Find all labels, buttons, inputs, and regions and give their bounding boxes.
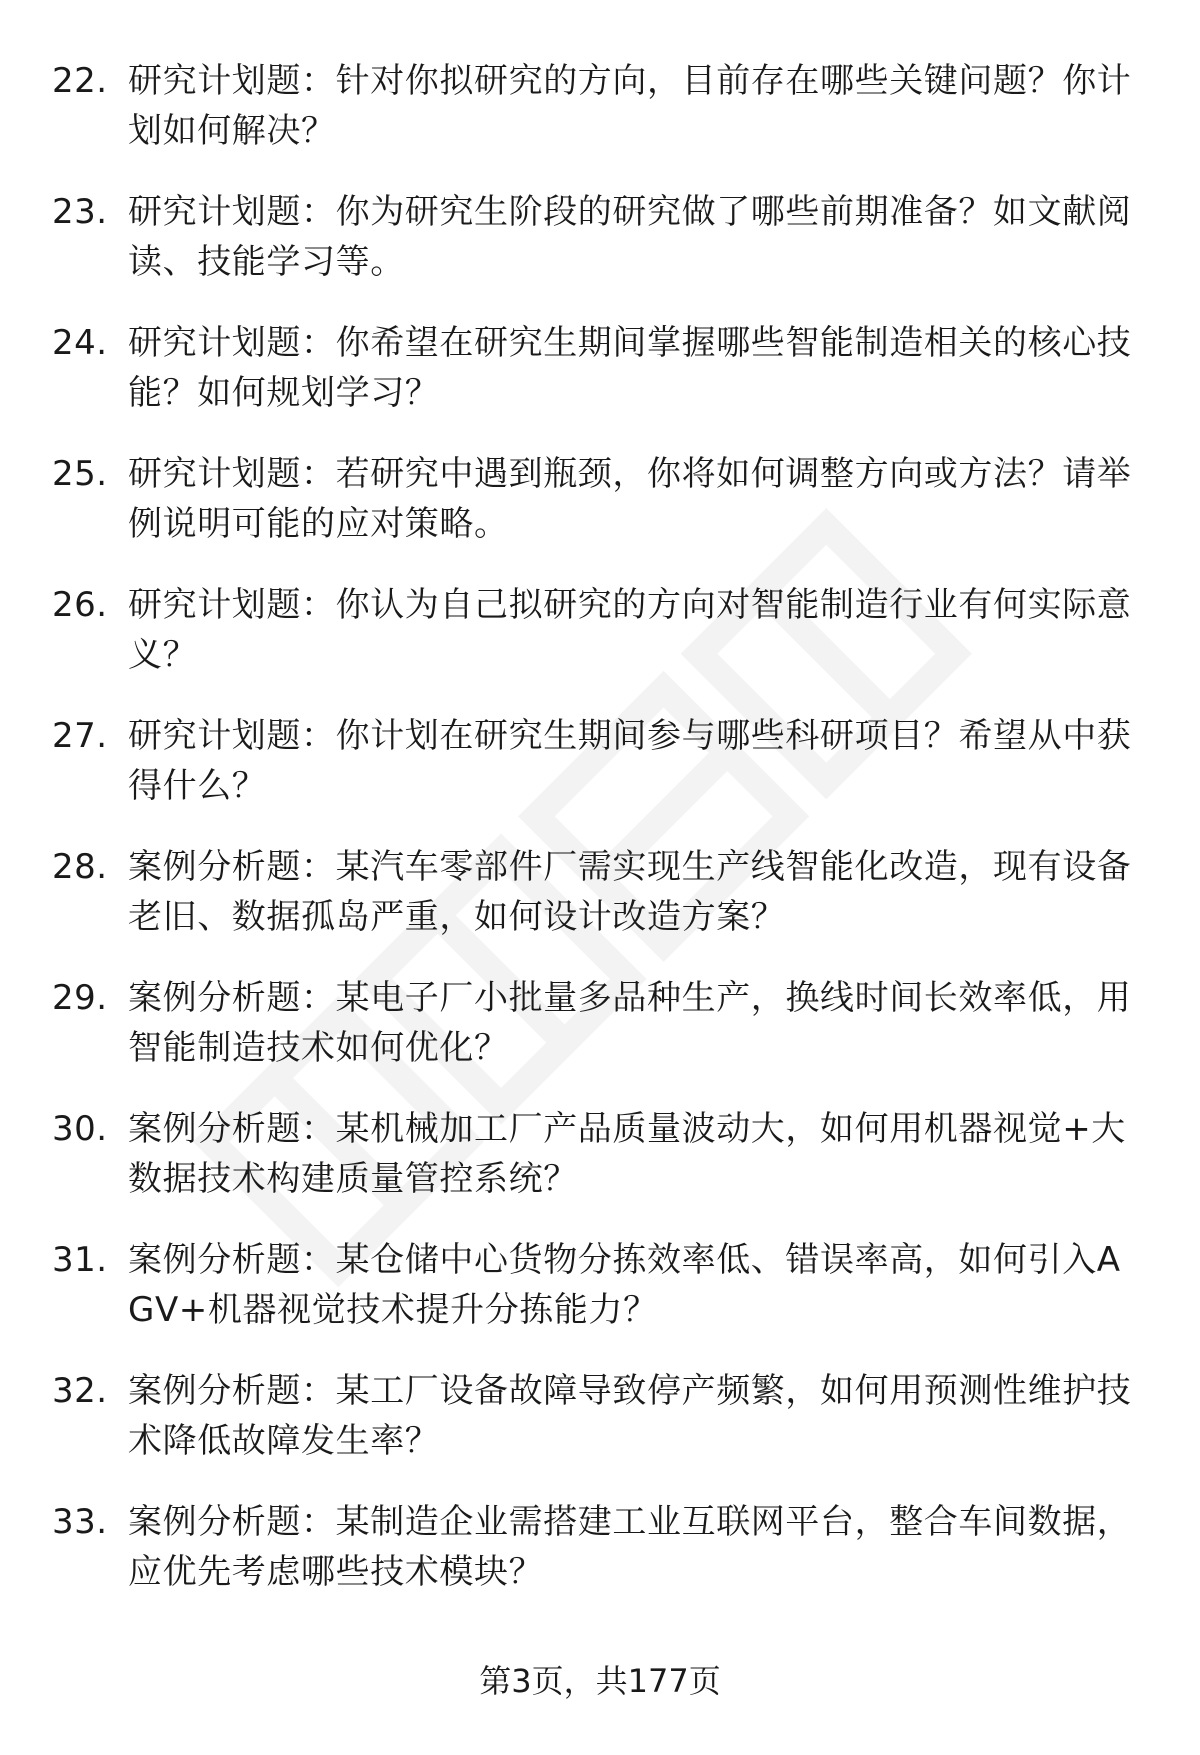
question-item xyxy=(52,318,1152,449)
question-text: 研究计划题：你计划在研究生期间参与哪些科研项目？希望从中获得什么？ xyxy=(128,716,1132,806)
question-text: 案例分析题：某仓储中心货物分拣效率低、错误率高，如何引入AGV+机器视觉技术提升分拣能力？ xyxy=(128,1240,1121,1330)
question-number: 27. xyxy=(52,716,108,756)
question-item xyxy=(52,1104,1152,1235)
question-item xyxy=(52,973,1152,1104)
question-item xyxy=(52,1497,1152,1628)
question-number: 31. xyxy=(52,1240,108,1280)
question-text: 研究计划题：针对你拟研究的方向，目前存在哪些关键问题？你计划如何解决？ xyxy=(128,61,1132,151)
question-number: 33. xyxy=(52,1502,108,1542)
question-number: 28. xyxy=(52,847,108,887)
question-number: 24. xyxy=(52,323,108,363)
question-number: 22. xyxy=(52,61,108,101)
question-item xyxy=(52,711,1152,842)
question-number: 25. xyxy=(52,454,108,494)
question-item xyxy=(52,56,1152,187)
question-text: 研究计划题：若研究中遇到瓶颈，你将如何调整方向或方法？请举例说明可能的应对策略。 xyxy=(128,454,1132,544)
page-number-label: 第3页，共177页 xyxy=(479,1662,721,1700)
question-text: 案例分析题：某汽车零部件厂需实现生产线智能化改造，现有设备老旧、数据孤岛严重，如何设计改造方案？ xyxy=(128,847,1132,937)
question-text: 研究计划题：你认为自己拟研究的方向对智能制造行业有何实际意义？ xyxy=(128,585,1132,675)
question-text: 研究计划题：你为研究生阶段的研究做了哪些前期准备？如文献阅读、技能学习等。 xyxy=(128,192,1132,282)
question-number: 30. xyxy=(52,1109,108,1149)
question-list xyxy=(52,56,1152,1628)
question-item xyxy=(52,449,1152,580)
question-number: 32. xyxy=(52,1371,108,1411)
question-text: 案例分析题：某机械加工厂产品质量波动大，如何用机器视觉+大数据技术构建质量管控系统？ xyxy=(128,1109,1126,1199)
question-text: 研究计划题：你希望在研究生期间掌握哪些智能制造相关的核心技能？如何规划学习？ xyxy=(128,323,1132,413)
page-footer xyxy=(0,1658,1200,1704)
question-item xyxy=(52,1235,1152,1366)
question-item xyxy=(52,187,1152,318)
question-item xyxy=(52,1366,1152,1497)
question-item xyxy=(52,580,1152,711)
question-item xyxy=(52,842,1152,973)
question-text: 案例分析题：某制造企业需搭建工业互联网平台，整合车间数据，应优先考虑哪些技术模块？ xyxy=(128,1502,1132,1592)
question-number: 23. xyxy=(52,192,108,232)
question-number: 29. xyxy=(52,978,108,1018)
question-number: 26. xyxy=(52,585,108,625)
question-text: 案例分析题：某工厂设备故障导致停产频繁，如何用预测性维护技术降低故障发生率？ xyxy=(128,1371,1132,1461)
question-text: 案例分析题：某电子厂小批量多品种生产，换线时间长效率低，用智能制造技术如何优化？ xyxy=(128,978,1132,1068)
